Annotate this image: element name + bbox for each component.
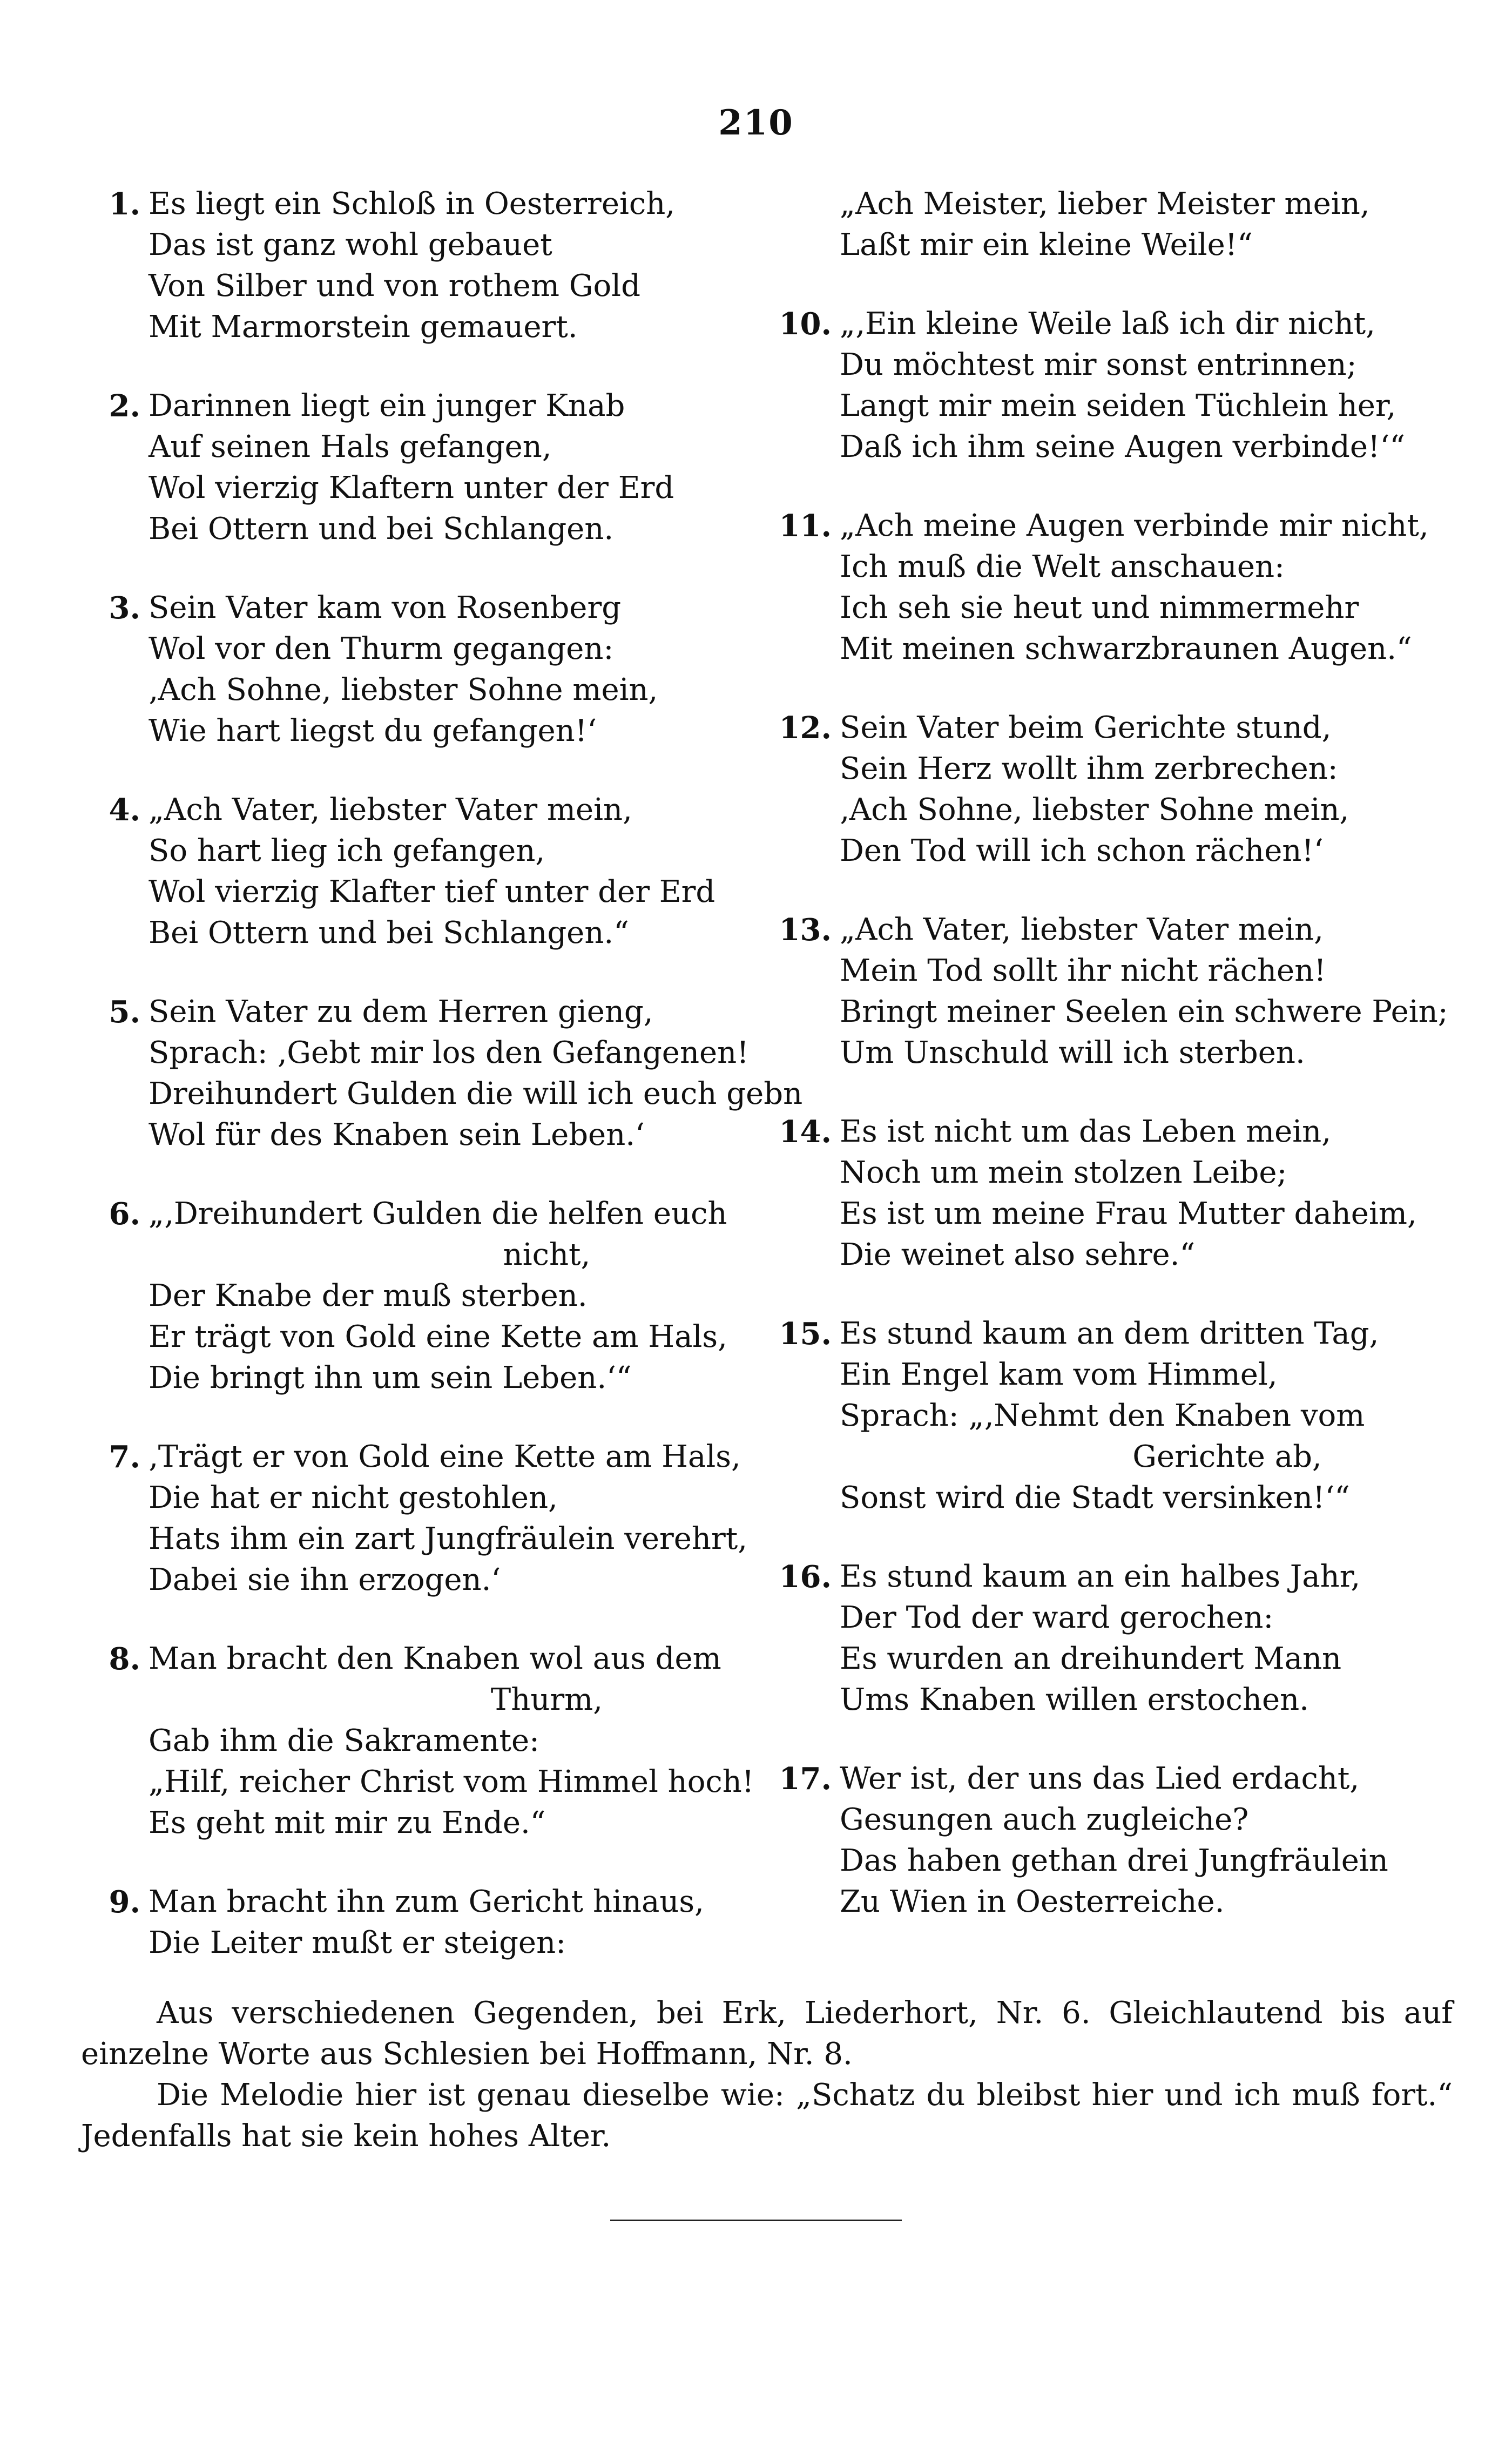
verse-line: Wol vor den Thurm gegangen: bbox=[148, 631, 614, 666]
stanza-number: 9. bbox=[109, 1884, 140, 1920]
verse-line: Du möchtest mir sonst entrinnen; bbox=[840, 347, 1357, 382]
stanza-number: 6. bbox=[109, 1196, 140, 1232]
stanza-lines bbox=[840, 707, 1453, 872]
verse-line: Sein Herz wollt ihm zerbrechen: bbox=[840, 751, 1338, 786]
stanza bbox=[772, 505, 1453, 670]
stanza bbox=[81, 184, 783, 348]
verse-line: ‚Ach Sohne, liebster Sohne mein, bbox=[840, 792, 1349, 827]
stanza bbox=[81, 1881, 783, 1964]
verse-line: Mein Tod sollt ihr nicht rächen! bbox=[840, 953, 1326, 988]
stanza bbox=[81, 386, 783, 550]
verse-line: Darinnen liegt ein junger Knab bbox=[148, 388, 625, 423]
verse-line: Bei Ottern und bei Schlangen.“ bbox=[148, 915, 629, 950]
verse-line: Es ist nicht um das Leben mein, bbox=[840, 1114, 1332, 1149]
verse-line: Man bracht ihn zum Gericht hinaus, bbox=[148, 1884, 704, 1919]
stanza-number: 8. bbox=[109, 1641, 140, 1677]
verse-line: Das haben gethan drei Jungfräulein bbox=[840, 1843, 1388, 1878]
stanza bbox=[81, 1437, 783, 1601]
verse-line: Gesungen auch zugleiche? bbox=[840, 1802, 1249, 1837]
verse-line: Die weinet also sehre.“ bbox=[840, 1237, 1196, 1272]
stanza-lines bbox=[840, 184, 1453, 266]
verse-line: Auf seinen Hals gefangen, bbox=[148, 429, 552, 464]
verse-line: Es liegt ein Schloß in Oesterreich, bbox=[148, 186, 676, 221]
verse-line: Wie hart liegst du gefangen!‘ bbox=[148, 713, 597, 748]
verse-line: Er trägt von Gold eine Kette am Hals, bbox=[148, 1319, 727, 1354]
stanza-number: 11. bbox=[779, 508, 832, 544]
verse-line: Bringt meiner Seelen ein schwere Pein; bbox=[840, 994, 1448, 1029]
verse-line: „Ach Vater, liebster Vater mein, bbox=[840, 912, 1324, 947]
verse-line: „Ach Meister, lieber Meister mein, bbox=[840, 186, 1370, 221]
verse-line: Von Silber und von rothem Gold bbox=[148, 268, 640, 304]
verse-line: Ich muß die Welt anschauen: bbox=[840, 549, 1285, 584]
stanza bbox=[772, 707, 1453, 872]
verse-line: Wer ist, der uns das Lied erdacht, bbox=[840, 1761, 1360, 1796]
verse-line: Den Tod will ich schon rächen!‘ bbox=[840, 833, 1324, 868]
verse-line: Die Leiter mußt er steigen: bbox=[148, 1925, 566, 1960]
verse-line: „Hilf, reicher Christ vom Himmel hoch! bbox=[148, 1764, 754, 1799]
source-notes bbox=[81, 1993, 1453, 2157]
source-note: Aus verschiedenen Gegenden, bei Erk, Liederhort, Nr. 6. Gleichlautend bis auf einzelne Worte aus Schlesien bei Hoffmann, Nr. 8. bbox=[81, 1995, 1453, 2072]
melody-note: Die Melodie hier ist genau dieselbe wie: „Schatz du bleibst hier und ich muß fort.“ Jedenfalls hat sie kein hohes Alter. bbox=[81, 2078, 1453, 2154]
stanza-number: 4. bbox=[109, 792, 140, 828]
stanza bbox=[81, 992, 803, 1156]
verse-line: Wol für des Knaben sein Leben.‘ bbox=[148, 1117, 645, 1152]
stanza-lines bbox=[840, 505, 1453, 670]
verse-line: Die hat er nicht gestohlen, bbox=[148, 1480, 558, 1515]
stanza bbox=[772, 1111, 1453, 1276]
stanza-number: 7. bbox=[109, 1439, 140, 1475]
stanza-number: 3. bbox=[109, 590, 140, 626]
verse-line: „Ach Vater, liebster Vater mein, bbox=[148, 792, 632, 827]
verse-line: So hart lieg ich gefangen, bbox=[148, 833, 545, 868]
verse-line: „‚Ein kleine Weile laß ich dir nicht, bbox=[840, 306, 1375, 341]
verse-line: Man bracht den Knaben wol aus dem bbox=[148, 1641, 721, 1676]
verse-line: Gab ihm die Sakramente: bbox=[148, 1723, 540, 1758]
closing-rule bbox=[610, 2220, 902, 2221]
verse-line: Sein Vater kam von Rosenberg bbox=[148, 590, 622, 625]
verse-line: Mit Marmorstein gemauert. bbox=[148, 309, 578, 345]
stanza-lines bbox=[840, 304, 1453, 468]
verse-line: Dabei sie ihn erzogen.‘ bbox=[148, 1562, 501, 1597]
verse-line: ‚Trägt er von Gold eine Kette am Hals, bbox=[148, 1439, 741, 1474]
verse-line: Es stund kaum an ein halbes Jahr, bbox=[840, 1559, 1361, 1594]
verse-line: Dreihundert Gulden die will ich euch gebn bbox=[148, 1076, 803, 1111]
stanza-number: 10. bbox=[779, 306, 832, 342]
stanza-lines bbox=[148, 386, 783, 550]
stanza-lines bbox=[148, 790, 783, 954]
stanza-lines bbox=[840, 1758, 1453, 1923]
verse-line: Bei Ottern und bei Schlangen. bbox=[148, 511, 614, 547]
stanza bbox=[81, 1193, 783, 1399]
stanza bbox=[772, 1556, 1453, 1721]
stanza bbox=[81, 588, 783, 752]
stanza-lines bbox=[840, 909, 1453, 1074]
verse-line: Wol vierzig Klafter tief unter der Erd bbox=[148, 874, 716, 909]
verse-line: Der Tod der ward gerochen: bbox=[840, 1600, 1274, 1635]
stanza bbox=[772, 1313, 1453, 1519]
verse-line: Laßt mir ein kleine Weile!“ bbox=[840, 227, 1253, 262]
verse-line: Sein Vater beim Gerichte stund, bbox=[840, 710, 1332, 745]
verse-line: Es geht mit mir zu Ende.“ bbox=[148, 1805, 546, 1840]
verse-line: Langt mir mein seiden Tüchlein her, bbox=[840, 388, 1396, 423]
stanza-lines bbox=[840, 1313, 1453, 1519]
stanza-lines bbox=[148, 992, 803, 1156]
verse-line: „Ach meine Augen verbinde mir nicht, bbox=[840, 508, 1429, 543]
verse-line: Sprach: „‚Nehmt den Knaben vom bbox=[840, 1398, 1365, 1433]
left-column bbox=[81, 184, 803, 1964]
verse-line: Noch um mein stolzen Leibe; bbox=[840, 1155, 1287, 1190]
verse-line: Ums Knaben willen erstochen. bbox=[840, 1682, 1309, 1717]
stanza-number: 14. bbox=[779, 1114, 832, 1150]
verse-line: ‚Ach Sohne, liebster Sohne mein, bbox=[148, 672, 658, 707]
verse-line: Ich seh sie heut und nimmermehr bbox=[840, 590, 1359, 625]
verse-line: nicht, bbox=[503, 1237, 591, 1272]
verse-line: Hats ihm ein zart Jungfräulein verehrt, bbox=[148, 1521, 748, 1556]
stanza bbox=[81, 1638, 783, 1844]
verse-line: Mit meinen schwarzbraunen Augen.“ bbox=[840, 631, 1412, 666]
stanza-number: 1. bbox=[109, 186, 140, 222]
verse-line: Es wurden an dreihundert Mann bbox=[840, 1641, 1342, 1676]
stanza bbox=[772, 1758, 1453, 1923]
right-column bbox=[772, 184, 1453, 1960]
stanza-number: 2. bbox=[109, 388, 140, 424]
stanza bbox=[772, 304, 1453, 468]
stanza bbox=[772, 184, 1453, 266]
stanza-number: 5. bbox=[109, 994, 140, 1030]
verse-line: Zu Wien in Oesterreiche. bbox=[840, 1884, 1225, 1919]
verse-line: Das ist ganz wohl gebauet bbox=[148, 227, 552, 262]
verse-line: Ein Engel kam vom Himmel, bbox=[840, 1357, 1278, 1392]
stanza-number: 16. bbox=[779, 1559, 832, 1595]
stanza-lines bbox=[840, 1111, 1453, 1276]
stanza-lines bbox=[148, 588, 783, 752]
verse-line: Gerichte ab, bbox=[1132, 1439, 1322, 1474]
stanza-lines bbox=[148, 1881, 783, 1964]
verse-line: Sein Vater zu dem Herren gieng, bbox=[148, 994, 653, 1029]
verse-line: Die bringt ihn um sein Leben.‘“ bbox=[148, 1360, 632, 1395]
stanza bbox=[772, 909, 1453, 1074]
stanza-number: 15. bbox=[779, 1316, 832, 1352]
stanza-lines bbox=[148, 184, 783, 348]
verse-line: Es stund kaum an dem dritten Tag, bbox=[840, 1316, 1379, 1351]
verse-line: Es ist um meine Frau Mutter daheim, bbox=[840, 1196, 1417, 1231]
verse-line: Sprach: ‚Gebt mir los den Gefangenen! bbox=[148, 1035, 749, 1070]
stanza-lines bbox=[148, 1638, 783, 1844]
stanza bbox=[81, 790, 783, 954]
verse-line: „‚Dreihundert Gulden die helfen euch bbox=[148, 1196, 727, 1231]
verse-line: Sonst wird die Stadt versinken!‘“ bbox=[840, 1480, 1350, 1515]
verse-line: Der Knabe der muß sterben. bbox=[148, 1278, 588, 1313]
page-number: 210 bbox=[718, 103, 794, 143]
verse-line: Daß ich ihm seine Augen verbinde!‘“ bbox=[840, 429, 1405, 464]
stanza-number: 12. bbox=[779, 710, 832, 746]
stanza-number: 17. bbox=[779, 1761, 832, 1797]
stanza-lines bbox=[840, 1556, 1453, 1721]
verse-line: Thurm, bbox=[490, 1682, 603, 1717]
stanza-lines bbox=[148, 1437, 783, 1601]
stanza-lines bbox=[148, 1193, 783, 1399]
stanza-number: 13. bbox=[779, 912, 832, 948]
verse-line: Um Unschuld will ich sterben. bbox=[840, 1035, 1305, 1070]
verse-line: Wol vierzig Klaftern unter der Erd bbox=[148, 470, 674, 505]
